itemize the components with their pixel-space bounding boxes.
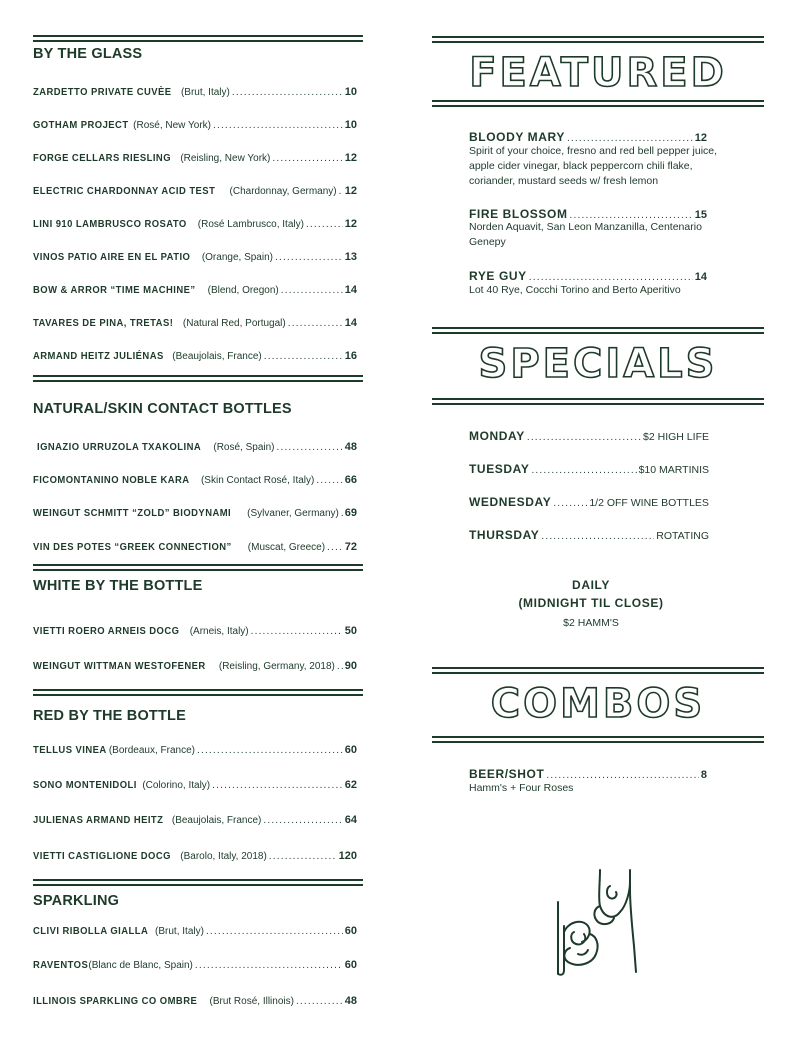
specials-title: SPECIALS: [478, 341, 718, 387]
featured-item: FIRE BLOSSOM ..... 15: [469, 205, 707, 223]
menu-item: ARMAND HEITZ JULIÉNAS (Beaujolais, France) ..... 16: [33, 346, 357, 364]
menu-item: WEINGUT SCHMITT “ZOLD” BIODYNAMI (Sylvaner, Germany) ..... 69: [33, 503, 357, 521]
featured-description: Norden Aquavit, San Leon Manzanilla, Centenario Genepy: [469, 221, 702, 248]
daily-deal: $2 HAMM'S: [563, 617, 619, 629]
menu-item: LINI 910 LAMBRUSCO ROSATO (Rosé Lambrusco, Italy) ..... 12: [33, 214, 357, 232]
divider: [432, 36, 764, 38]
divider: [33, 375, 363, 377]
menu-item: VIETTI ROERO ARNEIS DOCG (Arneis, Italy) ..... 50: [33, 621, 357, 639]
divider: [33, 40, 363, 42]
divider: [33, 694, 363, 696]
featured-description: Spirit of your choice, fresno and red bell pepper juice, apple cider vinegar, black peppercorn chili flake, coriander, mustard seeds w/ fresh lemon: [469, 145, 718, 187]
menu-item: ZARDETTO PRIVATE CUVÈE (Brut, Italy) ..... 10: [33, 82, 357, 100]
featured-item: RYE GUY ..... 14: [469, 267, 707, 285]
divider: [33, 380, 363, 382]
menu-item: IGNAZIO URRUZOLA TXAKOLINA (Rosé, Spain) ..... 48: [37, 437, 357, 455]
section-title-white: WHITE BY THE BOTTLE: [33, 578, 203, 594]
featured-description: Lot 40 Rye, Cocchi Torino and Berto Aperitivo: [469, 284, 681, 296]
section-title-natural: NATURAL/SKIN CONTACT BOTTLES: [33, 401, 292, 417]
divider: [432, 398, 764, 400]
divider: [432, 672, 764, 674]
section-title-by-the-glass: BY THE GLASS: [33, 46, 143, 62]
featured-title: FEATURED: [469, 50, 727, 96]
special-item: THURSDAY ..... ROTATING: [469, 526, 709, 544]
divider: [432, 736, 764, 738]
section-title-sparkling: SPARKLING: [33, 893, 120, 909]
menu-item: TELLUS VINEA (Bordeaux, France) ..... 60: [33, 740, 357, 758]
divider: [432, 332, 764, 334]
menu-item: GOTHAM PROJECT (Rosé, New York) ..... 10: [33, 115, 357, 133]
divider: [432, 100, 764, 102]
menu-item: WEINGUT WITTMAN WESTOFENER (Reisling, Germany, 2018) ..... 90: [33, 656, 357, 674]
divider: [33, 884, 363, 886]
special-item: TUESDAY ..... $10 MARTINIS: [469, 460, 709, 478]
menu-item: JULIENAS ARMAND HEITZ (Beaujolais, France) ..... 64: [33, 810, 357, 828]
menu-item: ILLINOIS SPARKLING CO OMBRE (Brut Rosé, Illinois) ..... 48: [33, 991, 357, 1009]
menu-item: TAVARES DE PINA, TRETAS! (Natural Red, Portugal) ..... 14: [33, 313, 357, 331]
combo-item: BEER/SHOT ..... 8: [469, 765, 707, 783]
section-title-red: RED BY THE BOTTLE: [33, 708, 186, 724]
divider: [33, 564, 363, 566]
menu-item: FORGE CELLARS RIESLING (Reisling, New York) ..... 12: [33, 148, 357, 166]
divider: [432, 741, 764, 743]
divider: [432, 105, 764, 107]
menu-item: RAVENTOS (Blanc de Blanc, Spain) ..... 60: [33, 955, 357, 973]
divider: [33, 569, 363, 571]
daily-label: DAILY: [572, 578, 610, 592]
menu-item: SONO MONTENIDOLI (Colorino, Italy) ..... 62: [33, 775, 357, 793]
menu-item: VIN DES POTES “GREEK CONNECTION” (Muscat, Greece) ..... 72: [33, 537, 357, 555]
menu-item: CLIVI RIBOLLA GIALLA (Brut, Italy) ..... 60: [33, 921, 357, 939]
special-item: WEDNESDAY ..... 1/2 OFF WINE BOTTLES: [469, 493, 709, 511]
divider: [432, 327, 764, 329]
divider: [33, 35, 363, 37]
divider: [33, 879, 363, 881]
divider: [432, 403, 764, 405]
divider: [33, 689, 363, 691]
menu-item: FICOMONTANINO NOBLE KARA (Skin Contact Rosé, Italy) ..... 66: [33, 470, 357, 488]
daily-time: (MIDNIGHT TIL CLOSE): [518, 596, 664, 610]
menu-item: BOW & ARROR “TIME MACHINE” (Blend, Oregon) ..... 14: [33, 280, 357, 298]
menu-item: VIETTI CASTIGLIONE DOCG (Barolo, Italy, 2018) ..... 120: [33, 846, 357, 864]
menu-item: ELECTRIC CHARDONNAY ACID TEST (Chardonnay, Germany) ..... 12: [33, 181, 357, 199]
hand-gesture-icon: [548, 862, 644, 978]
divider: [432, 41, 764, 43]
combos-title: COMBOS: [490, 681, 706, 727]
menu-item: VINOS PATIO AIRE EN EL PATIO (Orange, Spain) ..... 13: [33, 247, 357, 265]
special-item: MONDAY ..... $2 HIGH LIFE: [469, 427, 709, 445]
combo-description: Hamm's + Four Roses: [469, 782, 574, 794]
featured-item: BLOODY MARY ..... 12: [469, 128, 707, 146]
divider: [432, 667, 764, 669]
